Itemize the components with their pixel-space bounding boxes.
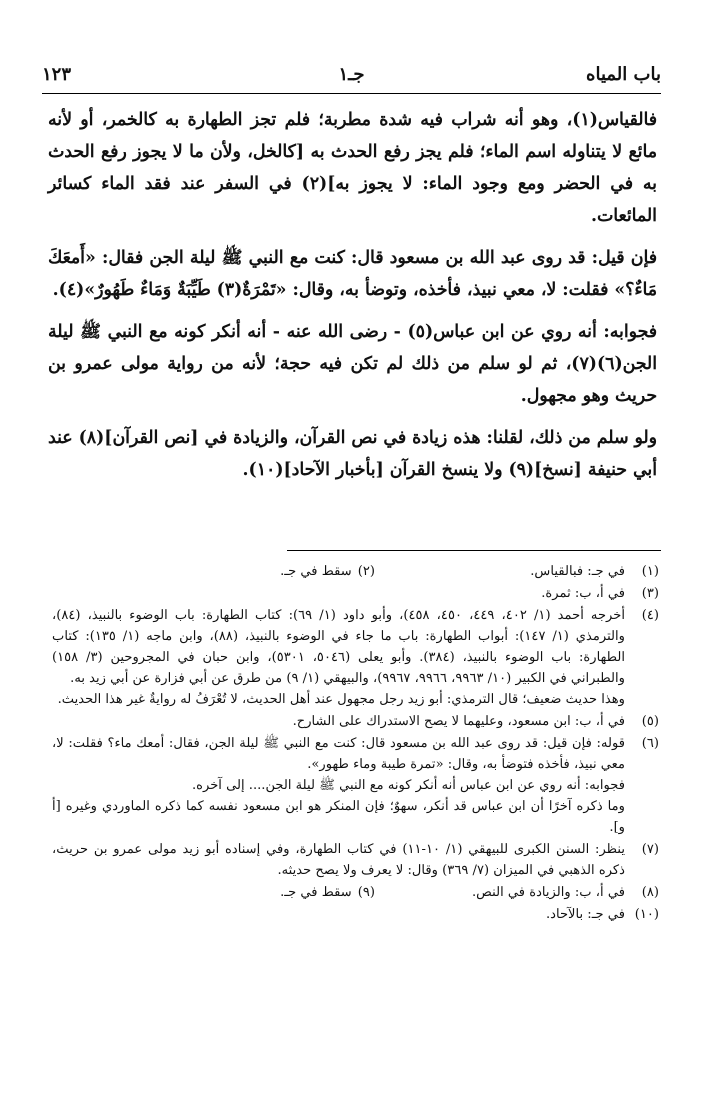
footnote-7: ينظر: السنن الكبرى للبيهقي (١/ ١٠-١١) في كتاب الطهارة، وفي إسناده أبو زيد مولى عمرو بن حريث، ذكره الذهبي في الميزان (٧/ ٣٦٩) وقال: لا يعرف ولا يصح حديثه. — [52, 842, 625, 878]
header-divider — [42, 93, 661, 94]
footnote-row-6 — [52, 733, 659, 838]
footnote-row-10 — [52, 904, 659, 925]
footnote-divider — [287, 550, 661, 551]
page-number: ١٢٣ — [42, 63, 72, 85]
footnote-number: (٦) — [641, 736, 659, 751]
footnotes — [52, 561, 659, 926]
footnote-10: في جـ: بالآحاد. — [545, 907, 625, 922]
main-text — [48, 104, 657, 496]
footnote-1: في جـ: فبالقياس. — [530, 564, 625, 579]
footnote-8: في أ، ب: والزيادة في النص. — [471, 885, 625, 900]
footnote-9: سقط في جـ. — [280, 885, 352, 900]
footnote-number: (١٠) — [634, 907, 659, 922]
paragraph-3: فجوابه: أنه روي عن ابن عباس(٥) - رضى الله عنه - أنه أنكر كونه مع النبي ﷺ ليلة الجن(٦)(٧)، ثم لو سلم من ذلك لم تكن فيه حجة؛ لأنه من رواية مولى عمرو بن حريث وهو مجهول. — [48, 322, 657, 406]
footnote-number: (٨) — [641, 885, 659, 900]
footnote-4-comment: وهذا حديث ضعيف؛ قال الترمذي: أبو زيد رجل مجهول عند أهل الحديث، لا تُعْرَفُ له روايةٌ غير هذا الحديث. — [57, 692, 625, 707]
footnote-number: (٢) — [357, 564, 375, 579]
paragraph-4: ولو سلم من ذلك، لقلنا: هذه زيادة في نص القرآن، والزيادة في [نص القرآن](٨) عند أبي حنيفة [نسخ](٩) ولا ينسخ القرآن [بأخبار الآحاد](١٠). — [48, 428, 657, 480]
footnote-number: (٥) — [641, 714, 659, 729]
paragraph-1: فالقياس(١)، وهو أنه شراب فيه شدة مطربة؛ فلم تجز الطهارة به كالخمر، أو لأنه مائع لا يتناوله اسم الماء؛ فلم يجز رفع الحدث به [كالخل، ولأن ما لا يجوز رفع الحدث به في الحضر ومع وجود الماء: لا يجوز به](٢) في السفر عند فقد الماء كسائر المائعات. — [48, 110, 657, 226]
footnote-6-remark: وما ذكره آخرًا أن ابن عباس قد أنكر، سهوٌ؛ فإن المنكر هو ابن مسعود نفسه كما ذكره الماوردي وغيره [أ و]. — [52, 799, 625, 835]
footnote-2: سقط في جـ. — [280, 564, 352, 579]
footnote-6: قوله: فإن قيل: قد روى عبد الله بن مسعود قال: كنت مع النبي ﷺ ليلة الجن، فقال: أمعك ماء؟ فقلت: لا، معي نبيذ، فأخذه فتوضأ به، وقال: «تمرة طيبة وماء طهور». — [52, 736, 625, 772]
footnote-row-8-9 — [52, 882, 659, 903]
footnote-number: (٤) — [641, 608, 659, 623]
footnote-6-answer: فجوابه: أنه روي عن ابن عباس أنه أنكر كونه مع النبي ﷺ ليلة الجن.... إلى آخره. — [191, 778, 625, 793]
footnote-row-5 — [52, 711, 659, 732]
footnote-4: أخرجه أحمد (١/ ٤٠٢، ٤٤٩، ٤٥٠، ٤٥٨)، وأبو داود (١/ ٦٩): كتاب الطهارة: باب الوضوء بالنبيذ، (٨٤)، والترمذي (١/ ١٤٧): أبواب الطهارة: باب ما جاء في الوضوء بالنبيذ، (٨٨)، وابن ماجه (١/ ١٣٥): كتاب الطهارة: باب الوضوء بالنبيذ، (٣٨٤). وأبو يعلى (٥٠٤٦، ٥٣٠١)، وابن حبان في المجروحين (٣/ ١٥٨) والطبراني في الكبير (١٠/ ٩٩٦٣، ٩٩٦٦، ٩٩٦٧)، والبيهقي (١/ ٩) من طرق عن أبي فزارة عن أبي زيد به. — [52, 608, 626, 686]
footnote-row-3 — [52, 583, 659, 604]
footnote-number: (٩) — [357, 885, 375, 900]
footnote-row-7 — [52, 839, 659, 881]
footnote-3: في أ، ب: ثمرة. — [541, 586, 625, 601]
footnote-5: في أ، ب: ابن مسعود، وعليهما لا يصح الاستدراك على الشارح. — [292, 714, 625, 729]
volume-label: جـ١ — [338, 63, 365, 85]
footnote-row-4 — [52, 605, 659, 710]
footnote-number: (١) — [641, 564, 659, 579]
footnote-number: (٣) — [641, 586, 659, 601]
footnote-number: (٧) — [641, 842, 659, 857]
running-header — [42, 58, 661, 90]
chapter-title: باب المياه — [586, 63, 661, 85]
footnote-row-1-2 — [52, 561, 659, 582]
paragraph-2: فإن قيل: قد روى عبد الله بن مسعود قال: كنت مع النبي ﷺ ليلة الجن فقال: «أَمعَكَ مَاءٌ؟» فقلت: لا، معي نبيذ، فأخذه، وتوضأ به، وقال: «تَمْرَةٌ(٣) طَيِّبَةٌ وَمَاءٌ طَهُورٌ»(٤). — [48, 248, 657, 300]
